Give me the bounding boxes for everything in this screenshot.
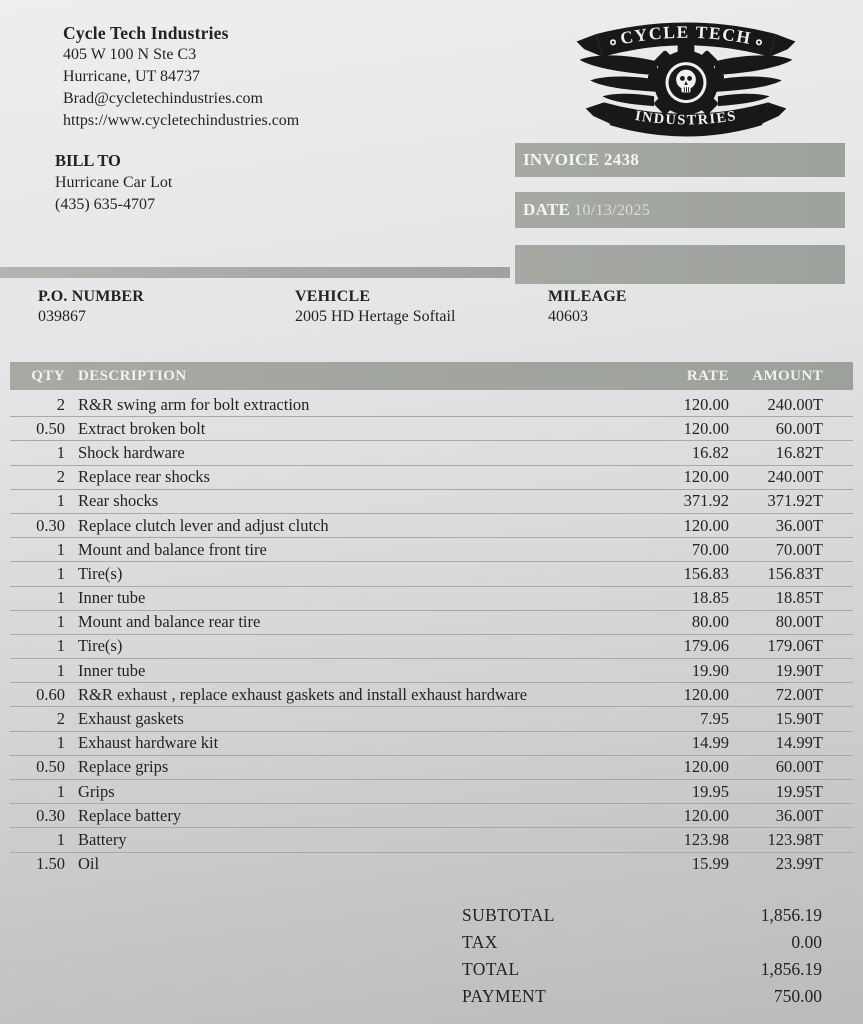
row-rate: 123.98 [683, 829, 729, 849]
row-amount: 14.99T [775, 733, 823, 753]
vehicle-column [295, 288, 455, 326]
table-row [10, 417, 853, 441]
company-logo [572, 6, 800, 144]
row-qty: 1 [56, 539, 65, 559]
table-row [10, 659, 853, 683]
date-label: DATE [523, 200, 571, 219]
total-value: 0.00 [791, 932, 822, 952]
row-rate: 80.00 [691, 612, 729, 632]
skull-gear-wings-logo [572, 6, 800, 144]
row-description: Shock hardware [78, 442, 185, 462]
row-description: Tire(s) [78, 636, 123, 656]
row-description: Replace battery [78, 805, 182, 825]
row-qty: 1 [56, 660, 65, 680]
logo-bottom-banner-text: INDUSTRIES [633, 107, 739, 129]
mileage-column [548, 288, 627, 326]
row-rate: 120.00 [683, 805, 729, 825]
row-rate: 156.83 [683, 563, 729, 583]
row-description: R&R swing arm for bolt extraction [78, 394, 310, 414]
row-rate: 19.90 [691, 660, 729, 680]
row-amount: 179.06T [767, 636, 823, 656]
table-row [10, 732, 853, 756]
amount-header: AMOUNT [752, 367, 823, 384]
row-qty: 1 [56, 612, 65, 632]
company-email: Brad@cycletechindustries.com [63, 90, 263, 107]
row-description: Replace grips [78, 757, 169, 777]
row-description: R&R exhaust , replace exhaust gaskets and install exhaust hardware [78, 684, 528, 704]
row-rate: 120.00 [683, 684, 729, 704]
po-number-value: 039867 [38, 308, 86, 325]
company-website: https://www.cycletechindustries.com [63, 112, 300, 129]
total-line [462, 983, 822, 1010]
row-description: Replace rear shocks [78, 467, 210, 487]
row-qty: 1 [56, 829, 65, 849]
row-qty: 0.50 [36, 418, 65, 438]
table-row [10, 466, 853, 490]
total-line [462, 929, 822, 956]
total-line [462, 902, 822, 929]
row-amount: 19.90T [775, 660, 823, 680]
po-number-label: P.O. NUMBER [38, 288, 145, 305]
total-label: SUBTOTAL [462, 905, 555, 925]
row-amount: 60.00T [775, 757, 823, 777]
row-amount: 240.00T [767, 467, 823, 487]
row-rate: 18.85 [691, 588, 729, 608]
left-divider-bar [0, 267, 510, 278]
row-description: Battery [78, 829, 127, 849]
table-row [10, 441, 853, 465]
row-description: Tire(s) [78, 563, 123, 583]
row-description: Rear shocks [78, 491, 159, 511]
qty-header: QTY [31, 367, 65, 384]
row-description: Inner tube [78, 660, 146, 680]
mileage-value: 40603 [548, 308, 588, 325]
row-qty: 1.50 [36, 854, 65, 874]
row-qty: 0.60 [36, 684, 65, 704]
row-amount: 123.98T [767, 829, 823, 849]
table-row [10, 490, 853, 514]
right-wing-icon [715, 55, 793, 106]
bill-to-block [55, 150, 172, 216]
total-label: TAX [462, 932, 498, 952]
row-rate: 179.06 [683, 636, 729, 656]
invoice-date-bar [515, 192, 845, 228]
table-row [10, 804, 853, 828]
row-rate: 19.95 [691, 781, 729, 801]
row-amount: 80.00T [775, 612, 823, 632]
company-block [63, 22, 299, 132]
vehicle-label: VEHICLE [295, 288, 371, 305]
company-name: Cycle Tech Industries [63, 23, 229, 43]
total-value: 1,856.19 [760, 959, 822, 979]
row-rate: 371.92 [683, 491, 729, 511]
row-amount: 19.95T [775, 781, 823, 801]
description-header: DESCRIPTION [78, 367, 187, 384]
table-row [10, 828, 853, 852]
row-qty: 1 [56, 491, 65, 511]
table-row [10, 635, 853, 659]
row-amount: 70.00T [775, 539, 823, 559]
left-wing-icon [580, 55, 658, 106]
row-rate: 70.00 [691, 539, 729, 559]
rate-header: RATE [686, 367, 729, 384]
row-description: Mount and balance rear tire [78, 612, 261, 632]
total-value: 1,856.19 [760, 905, 822, 925]
table-row [10, 780, 853, 804]
row-rate: 15.99 [691, 854, 729, 874]
logo-top-banner-text: CYCLE TECH [618, 21, 754, 49]
line-items [10, 393, 853, 876]
invoice-number: INVOICE 2438 [523, 150, 640, 169]
row-description: Mount and balance front tire [78, 539, 267, 559]
row-rate: 120.00 [683, 757, 729, 777]
row-rate: 120.00 [683, 515, 729, 535]
row-qty: 2 [56, 709, 65, 729]
table-row [10, 538, 853, 562]
row-description: Replace clutch lever and adjust clutch [78, 515, 329, 535]
table-row [10, 683, 853, 707]
row-rate: 120.00 [683, 467, 729, 487]
table-row [10, 393, 853, 417]
row-amount: 240.00T [767, 394, 823, 414]
total-label: PAYMENT [462, 986, 547, 1006]
row-qty: 2 [56, 467, 65, 487]
row-amount: 18.85T [775, 588, 823, 608]
table-row [10, 611, 853, 635]
row-amount: 156.83T [767, 563, 823, 583]
row-qty: 1 [56, 636, 65, 656]
date-value: 10/13/2025 [574, 202, 651, 219]
bill-to-phone: (435) 635-4707 [55, 196, 155, 213]
row-rate: 7.95 [700, 709, 729, 729]
row-qty: 1 [56, 781, 65, 801]
row-amount: 15.90T [775, 709, 823, 729]
company-address-line1: 405 W 100 N Ste C3 [63, 46, 197, 63]
line-item-table [10, 362, 853, 876]
row-qty: 1 [56, 733, 65, 753]
po-number-column [38, 288, 144, 326]
row-amount: 60.00T [775, 418, 823, 438]
row-qty: 1 [56, 563, 65, 583]
row-description: Oil [78, 854, 100, 874]
row-rate: 14.99 [691, 733, 729, 753]
row-qty: 2 [56, 394, 65, 414]
row-qty: 1 [56, 588, 65, 608]
bill-to-name: Hurricane Car Lot [55, 174, 173, 191]
row-description: Extract broken bolt [78, 418, 206, 438]
totals [462, 902, 822, 1010]
row-rate: 120.00 [683, 418, 729, 438]
row-description: Inner tube [78, 588, 146, 608]
total-value: 750.00 [773, 986, 822, 1006]
invoice-number-bar [515, 143, 845, 177]
table-row [10, 707, 853, 731]
mileage-label: MILEAGE [548, 288, 627, 305]
company-address-line2: Hurricane, UT 84737 [63, 68, 200, 85]
total-line [462, 956, 822, 983]
table-header [10, 362, 853, 390]
bill-to-label: BILL TO [55, 151, 121, 170]
row-amount: 36.00T [775, 805, 823, 825]
row-qty: 0.50 [36, 757, 65, 777]
row-qty: 1 [56, 442, 65, 462]
row-description: Exhaust hardware kit [78, 733, 219, 753]
row-rate: 120.00 [683, 394, 729, 414]
table-row [10, 514, 853, 538]
row-qty: 0.30 [36, 805, 65, 825]
row-rate: 16.82 [691, 442, 729, 462]
table-row [10, 587, 853, 611]
row-amount: 371.92T [767, 491, 823, 511]
row-amount: 72.00T [775, 684, 823, 704]
row-amount: 36.00T [775, 515, 823, 535]
vehicle-value: 2005 HD Hertage Softail [295, 308, 456, 325]
total-label: TOTAL [462, 959, 520, 979]
table-row [10, 853, 853, 876]
row-description: Exhaust gaskets [78, 709, 184, 729]
row-qty: 0.30 [36, 515, 65, 535]
row-description: Grips [78, 781, 115, 801]
table-row [10, 756, 853, 780]
row-amount: 16.82T [775, 442, 823, 462]
row-amount: 23.99T [775, 854, 823, 874]
table-row [10, 562, 853, 586]
empty-gray-bar [515, 245, 845, 284]
